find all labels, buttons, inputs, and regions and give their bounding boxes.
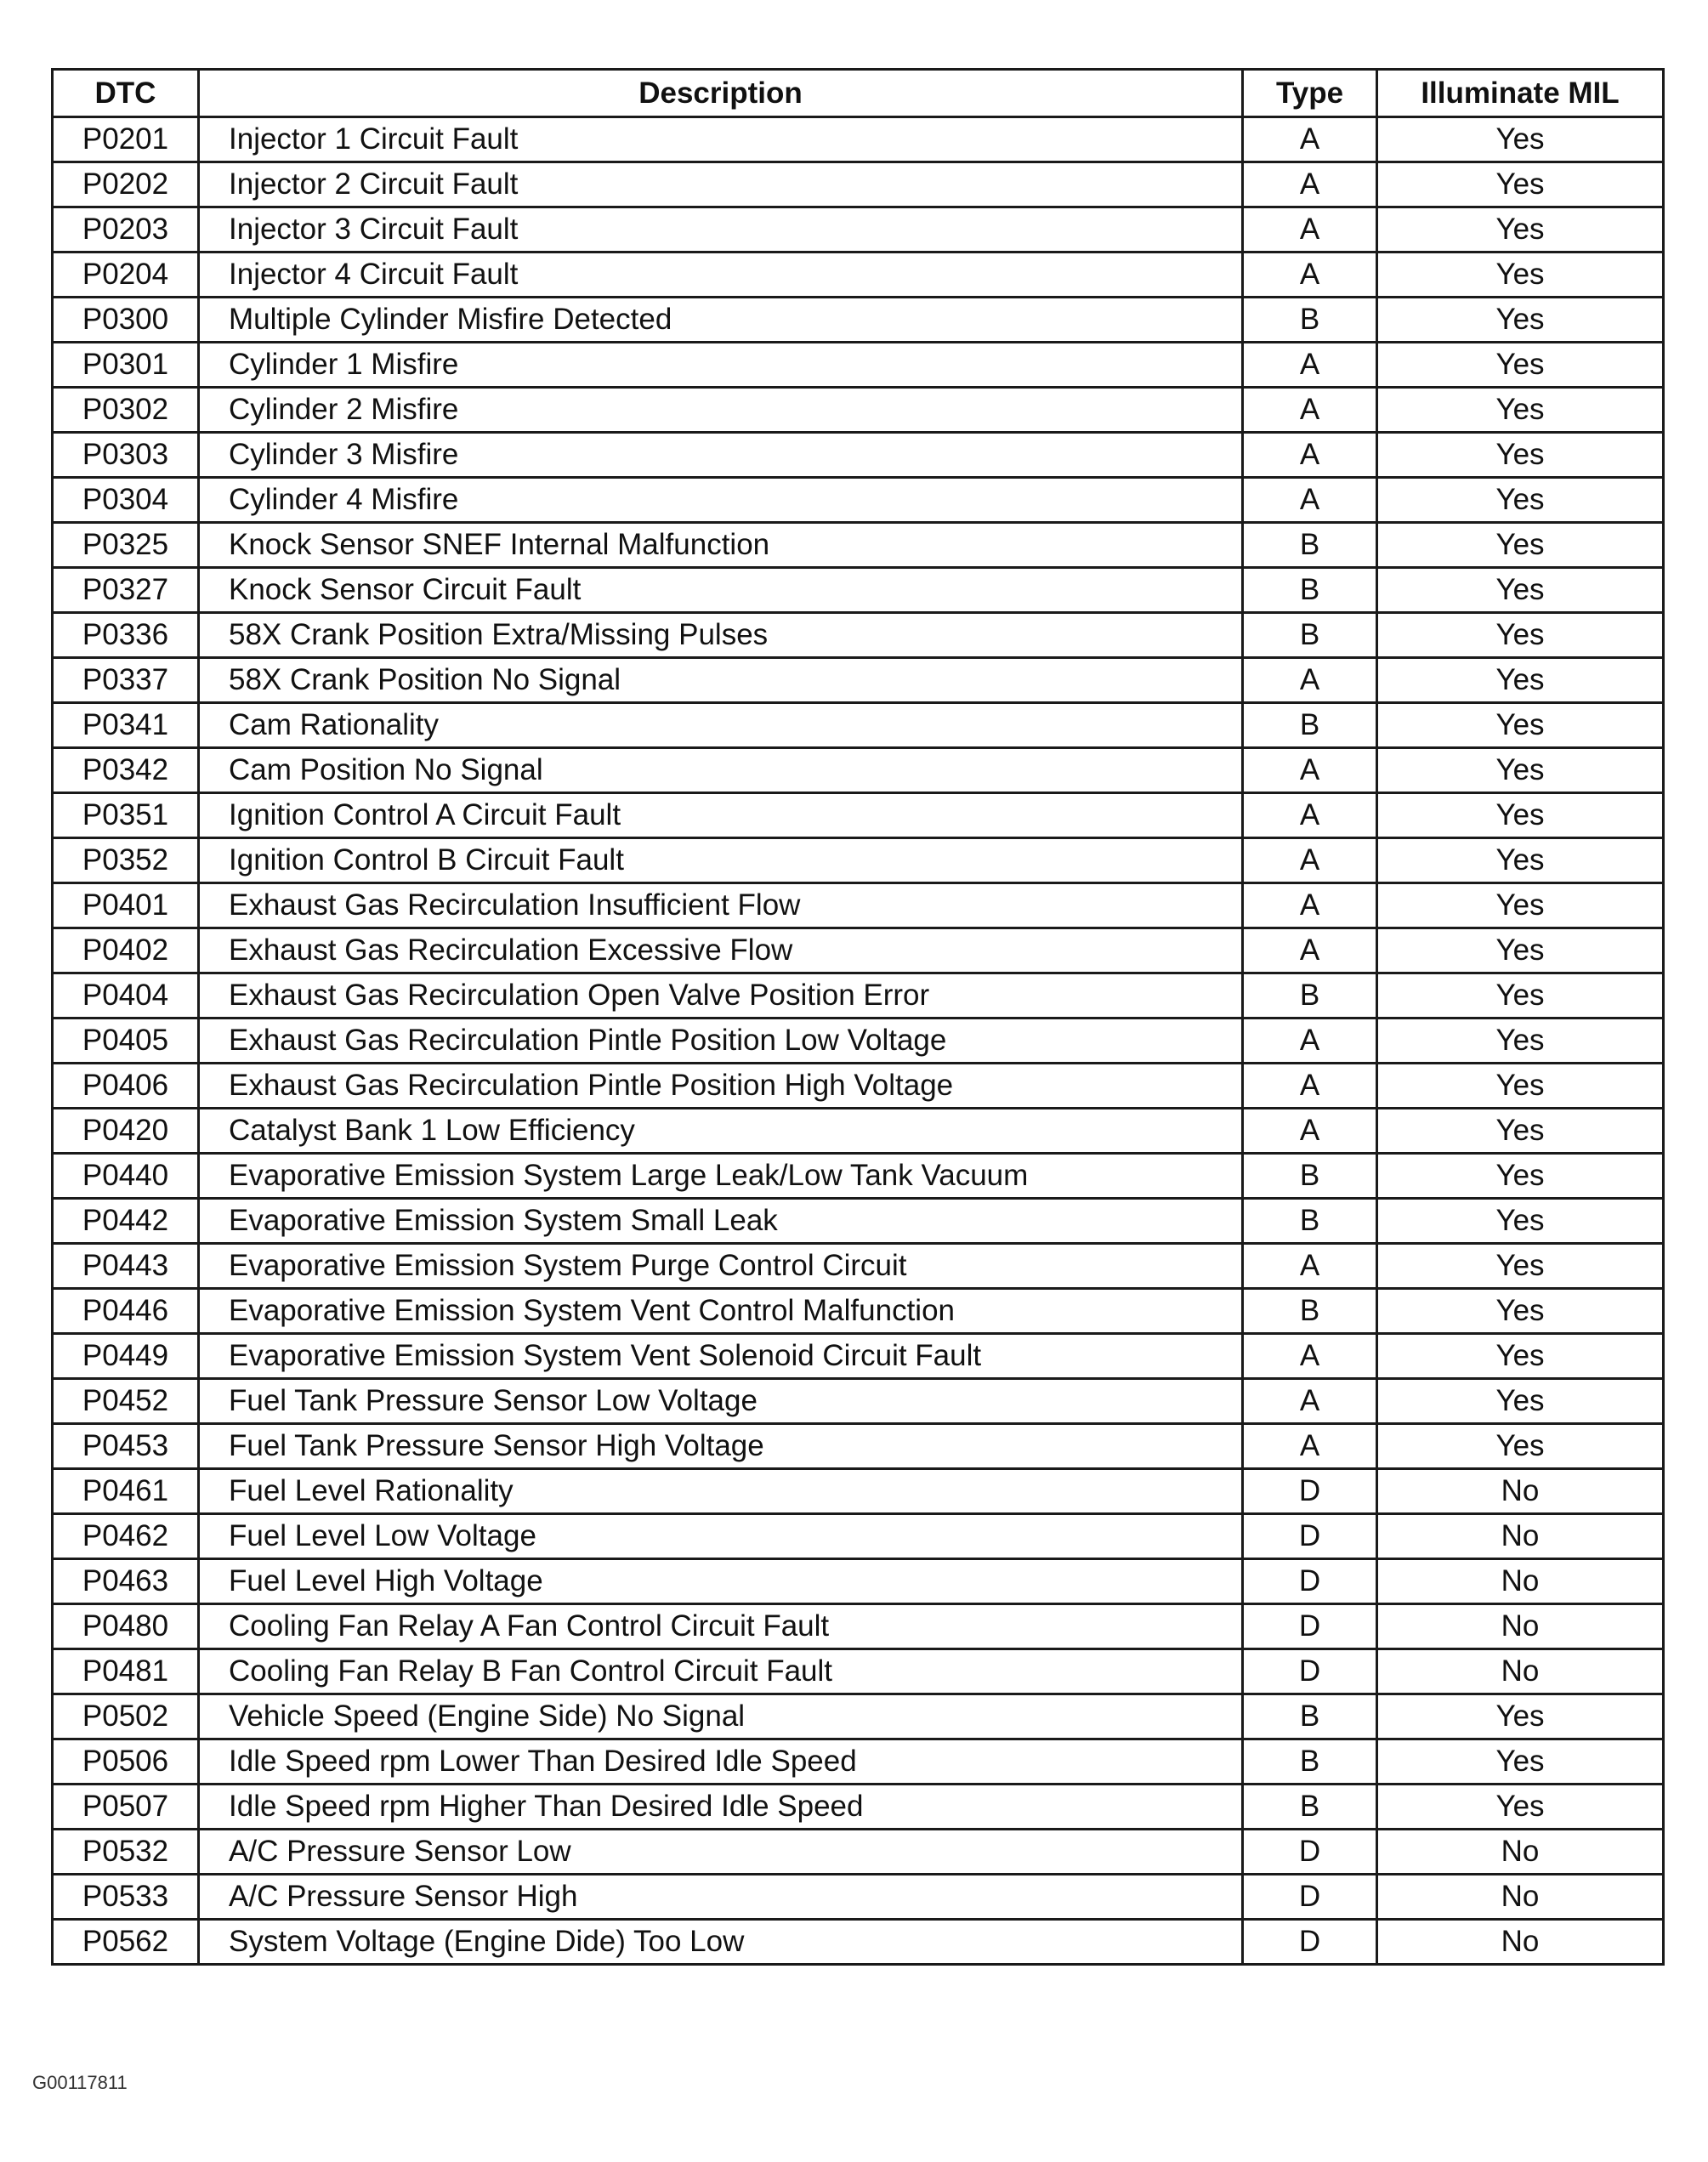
table-row <box>53 1289 1664 1334</box>
cell-type: B <box>1243 1289 1377 1334</box>
table-row <box>53 1244 1664 1289</box>
cell-illuminate-mil: Yes <box>1377 117 1664 162</box>
cell-dtc: P0449 <box>53 1334 199 1379</box>
table-row <box>53 1785 1664 1830</box>
cell-description: 58X Crank Position No Signal <box>199 658 1243 703</box>
cell-type: B <box>1243 973 1377 1019</box>
cell-description: Ignition Control A Circuit Fault <box>199 793 1243 838</box>
table-row <box>53 1199 1664 1244</box>
cell-description: System Voltage (Engine Dide) Too Low <box>199 1920 1243 1965</box>
cell-type: B <box>1243 1694 1377 1739</box>
cell-illuminate-mil: Yes <box>1377 793 1664 838</box>
cell-illuminate-mil: Yes <box>1377 478 1664 523</box>
cell-description: Injector 4 Circuit Fault <box>199 253 1243 298</box>
cell-dtc: P0453 <box>53 1424 199 1469</box>
cell-type: A <box>1243 253 1377 298</box>
table-row <box>53 1109 1664 1154</box>
cell-dtc: P0302 <box>53 388 199 433</box>
cell-dtc: P0446 <box>53 1289 199 1334</box>
cell-description: Knock Sensor Circuit Fault <box>199 568 1243 613</box>
cell-illuminate-mil: No <box>1377 1830 1664 1875</box>
cell-dtc: P0507 <box>53 1785 199 1830</box>
table-row <box>53 973 1664 1019</box>
cell-dtc: P0506 <box>53 1739 199 1785</box>
cell-illuminate-mil: Yes <box>1377 1785 1664 1830</box>
cell-illuminate-mil: Yes <box>1377 1019 1664 1064</box>
cell-type: D <box>1243 1604 1377 1649</box>
header-description: Description <box>199 70 1243 117</box>
cell-illuminate-mil: Yes <box>1377 1064 1664 1109</box>
cell-illuminate-mil: No <box>1377 1604 1664 1649</box>
table-row <box>53 928 1664 973</box>
table-row <box>53 433 1664 478</box>
cell-type: B <box>1243 1739 1377 1785</box>
cell-illuminate-mil: Yes <box>1377 1154 1664 1199</box>
header-type: Type <box>1243 70 1377 117</box>
cell-type: A <box>1243 162 1377 207</box>
table-row <box>53 568 1664 613</box>
cell-dtc: P0404 <box>53 973 199 1019</box>
table-row <box>53 838 1664 883</box>
cell-illuminate-mil: Yes <box>1377 568 1664 613</box>
table-row <box>53 793 1664 838</box>
table-row <box>53 1559 1664 1604</box>
cell-description: Fuel Tank Pressure Sensor High Voltage <box>199 1424 1243 1469</box>
cell-type: A <box>1243 1424 1377 1469</box>
cell-description: Exhaust Gas Recirculation Pintle Position High Voltage <box>199 1064 1243 1109</box>
cell-dtc: P0442 <box>53 1199 199 1244</box>
cell-type: A <box>1243 748 1377 793</box>
table-row <box>53 1875 1664 1920</box>
cell-description: A/C Pressure Sensor Low <box>199 1830 1243 1875</box>
header-dtc: DTC <box>53 70 199 117</box>
cell-type: A <box>1243 388 1377 433</box>
cell-type: B <box>1243 1154 1377 1199</box>
cell-description: Evaporative Emission System Vent Solenoid Circuit Fault <box>199 1334 1243 1379</box>
cell-dtc: P0463 <box>53 1559 199 1604</box>
table-row <box>53 1649 1664 1694</box>
cell-description: Exhaust Gas Recirculation Open Valve Position Error <box>199 973 1243 1019</box>
cell-illuminate-mil: Yes <box>1377 973 1664 1019</box>
cell-dtc: P0406 <box>53 1064 199 1109</box>
figure-id: G00117811 <box>32 2072 128 2093</box>
cell-type: A <box>1243 478 1377 523</box>
cell-dtc: P0203 <box>53 207 199 253</box>
table-row <box>53 883 1664 928</box>
cell-description: Cam Rationality <box>199 703 1243 748</box>
cell-illuminate-mil: Yes <box>1377 1244 1664 1289</box>
cell-type: A <box>1243 207 1377 253</box>
cell-illuminate-mil: Yes <box>1377 207 1664 253</box>
cell-description: Exhaust Gas Recirculation Pintle Position Low Voltage <box>199 1019 1243 1064</box>
cell-description: Vehicle Speed (Engine Side) No Signal <box>199 1694 1243 1739</box>
cell-dtc: P0443 <box>53 1244 199 1289</box>
cell-type: D <box>1243 1920 1377 1965</box>
cell-type: D <box>1243 1514 1377 1559</box>
cell-description: Multiple Cylinder Misfire Detected <box>199 298 1243 343</box>
dtc-table-container <box>51 68 1662 1966</box>
cell-dtc: P0351 <box>53 793 199 838</box>
cell-dtc: P0562 <box>53 1920 199 1965</box>
cell-illuminate-mil: Yes <box>1377 162 1664 207</box>
cell-dtc: P0304 <box>53 478 199 523</box>
table-body <box>53 117 1664 1965</box>
dtc-table <box>51 68 1665 1966</box>
cell-dtc: P0342 <box>53 748 199 793</box>
table-row <box>53 1469 1664 1514</box>
cell-type: A <box>1243 883 1377 928</box>
cell-type: A <box>1243 928 1377 973</box>
cell-dtc: P0341 <box>53 703 199 748</box>
cell-type: A <box>1243 117 1377 162</box>
cell-description: Injector 2 Circuit Fault <box>199 162 1243 207</box>
cell-dtc: P0204 <box>53 253 199 298</box>
table-row <box>53 343 1664 388</box>
cell-illuminate-mil: No <box>1377 1469 1664 1514</box>
cell-illuminate-mil: Yes <box>1377 703 1664 748</box>
cell-type: A <box>1243 1334 1377 1379</box>
table-row <box>53 1334 1664 1379</box>
cell-illuminate-mil: Yes <box>1377 748 1664 793</box>
cell-description: Fuel Level Rationality <box>199 1469 1243 1514</box>
cell-description: Fuel Level Low Voltage <box>199 1514 1243 1559</box>
cell-dtc: P0405 <box>53 1019 199 1064</box>
cell-description: Catalyst Bank 1 Low Efficiency <box>199 1109 1243 1154</box>
cell-dtc: P0461 <box>53 1469 199 1514</box>
cell-description: Evaporative Emission System Purge Control Circuit <box>199 1244 1243 1289</box>
cell-illuminate-mil: Yes <box>1377 1694 1664 1739</box>
cell-dtc: P0327 <box>53 568 199 613</box>
table-row <box>53 658 1664 703</box>
cell-dtc: P0481 <box>53 1649 199 1694</box>
table-row <box>53 1379 1664 1424</box>
cell-illuminate-mil: Yes <box>1377 433 1664 478</box>
cell-type: B <box>1243 703 1377 748</box>
header-illuminate-mil: Illuminate MIL <box>1377 70 1664 117</box>
cell-description: Cylinder 2 Misfire <box>199 388 1243 433</box>
table-row <box>53 1694 1664 1739</box>
cell-type: A <box>1243 343 1377 388</box>
cell-dtc: P0402 <box>53 928 199 973</box>
cell-description: Fuel Level High Voltage <box>199 1559 1243 1604</box>
cell-description: Cylinder 1 Misfire <box>199 343 1243 388</box>
cell-dtc: P0420 <box>53 1109 199 1154</box>
table-row <box>53 1739 1664 1785</box>
cell-illuminate-mil: Yes <box>1377 883 1664 928</box>
cell-illuminate-mil: Yes <box>1377 1199 1664 1244</box>
cell-dtc: P0201 <box>53 117 199 162</box>
cell-description: Evaporative Emission System Vent Control Malfunction <box>199 1289 1243 1334</box>
cell-illuminate-mil: No <box>1377 1514 1664 1559</box>
cell-dtc: P0480 <box>53 1604 199 1649</box>
cell-dtc: P0462 <box>53 1514 199 1559</box>
table-row <box>53 162 1664 207</box>
cell-type: B <box>1243 568 1377 613</box>
cell-description: Exhaust Gas Recirculation Insufficient Flow <box>199 883 1243 928</box>
table-row <box>53 1424 1664 1469</box>
cell-type: D <box>1243 1830 1377 1875</box>
cell-description: Evaporative Emission System Large Leak/Low Tank Vacuum <box>199 1154 1243 1199</box>
cell-type: A <box>1243 433 1377 478</box>
cell-description: Cooling Fan Relay B Fan Control Circuit Fault <box>199 1649 1243 1694</box>
cell-description: Knock Sensor SNEF Internal Malfunction <box>199 523 1243 568</box>
cell-type: D <box>1243 1649 1377 1694</box>
cell-description: Fuel Tank Pressure Sensor Low Voltage <box>199 1379 1243 1424</box>
table-row <box>53 1154 1664 1199</box>
cell-type: D <box>1243 1559 1377 1604</box>
cell-description: Cylinder 4 Misfire <box>199 478 1243 523</box>
cell-type: B <box>1243 298 1377 343</box>
cell-type: A <box>1243 1064 1377 1109</box>
cell-dtc: P0336 <box>53 613 199 658</box>
cell-type: D <box>1243 1875 1377 1920</box>
table-row <box>53 207 1664 253</box>
cell-description: A/C Pressure Sensor High <box>199 1875 1243 1920</box>
cell-illuminate-mil: Yes <box>1377 1739 1664 1785</box>
table-row <box>53 298 1664 343</box>
cell-dtc: P0202 <box>53 162 199 207</box>
cell-illuminate-mil: Yes <box>1377 1424 1664 1469</box>
cell-illuminate-mil: Yes <box>1377 1109 1664 1154</box>
cell-description: Idle Speed rpm Higher Than Desired Idle Speed <box>199 1785 1243 1830</box>
cell-dtc: P0533 <box>53 1875 199 1920</box>
table-row <box>53 1604 1664 1649</box>
cell-illuminate-mil: No <box>1377 1875 1664 1920</box>
cell-illuminate-mil: Yes <box>1377 1289 1664 1334</box>
table-row <box>53 523 1664 568</box>
cell-description: Ignition Control B Circuit Fault <box>199 838 1243 883</box>
cell-dtc: P0337 <box>53 658 199 703</box>
cell-illuminate-mil: Yes <box>1377 658 1664 703</box>
cell-description: Cam Position No Signal <box>199 748 1243 793</box>
cell-illuminate-mil: Yes <box>1377 1379 1664 1424</box>
cell-dtc: P0452 <box>53 1379 199 1424</box>
table-row <box>53 1514 1664 1559</box>
cell-type: A <box>1243 838 1377 883</box>
table-header-row <box>53 70 1664 117</box>
cell-description: Injector 3 Circuit Fault <box>199 207 1243 253</box>
cell-dtc: P0301 <box>53 343 199 388</box>
cell-type: D <box>1243 1469 1377 1514</box>
cell-illuminate-mil: Yes <box>1377 928 1664 973</box>
table-row <box>53 703 1664 748</box>
cell-illuminate-mil: No <box>1377 1920 1664 1965</box>
cell-dtc: P0300 <box>53 298 199 343</box>
cell-dtc: P0401 <box>53 883 199 928</box>
table-row <box>53 1064 1664 1109</box>
cell-dtc: P0352 <box>53 838 199 883</box>
cell-type: A <box>1243 793 1377 838</box>
cell-type: A <box>1243 658 1377 703</box>
cell-type: A <box>1243 1244 1377 1289</box>
cell-description: Injector 1 Circuit Fault <box>199 117 1243 162</box>
cell-illuminate-mil: Yes <box>1377 388 1664 433</box>
table-row <box>53 253 1664 298</box>
cell-type: B <box>1243 1785 1377 1830</box>
cell-dtc: P0440 <box>53 1154 199 1199</box>
cell-description: Evaporative Emission System Small Leak <box>199 1199 1243 1244</box>
table-row <box>53 117 1664 162</box>
cell-description: Exhaust Gas Recirculation Excessive Flow <box>199 928 1243 973</box>
cell-illuminate-mil: Yes <box>1377 838 1664 883</box>
table-row <box>53 1019 1664 1064</box>
table-row <box>53 613 1664 658</box>
table-row <box>53 1830 1664 1875</box>
cell-type: A <box>1243 1109 1377 1154</box>
cell-description: Idle Speed rpm Lower Than Desired Idle Speed <box>199 1739 1243 1785</box>
table-row <box>53 478 1664 523</box>
cell-illuminate-mil: Yes <box>1377 298 1664 343</box>
cell-type: B <box>1243 1199 1377 1244</box>
table-row <box>53 748 1664 793</box>
cell-illuminate-mil: No <box>1377 1559 1664 1604</box>
cell-description: 58X Crank Position Extra/Missing Pulses <box>199 613 1243 658</box>
table-row <box>53 1920 1664 1965</box>
cell-type: A <box>1243 1019 1377 1064</box>
cell-type: B <box>1243 613 1377 658</box>
cell-type: A <box>1243 1379 1377 1424</box>
cell-dtc: P0532 <box>53 1830 199 1875</box>
cell-illuminate-mil: Yes <box>1377 253 1664 298</box>
cell-dtc: P0502 <box>53 1694 199 1739</box>
cell-description: Cylinder 3 Misfire <box>199 433 1243 478</box>
cell-description: Cooling Fan Relay A Fan Control Circuit Fault <box>199 1604 1243 1649</box>
cell-illuminate-mil: Yes <box>1377 523 1664 568</box>
cell-illuminate-mil: Yes <box>1377 613 1664 658</box>
cell-illuminate-mil: Yes <box>1377 1334 1664 1379</box>
table-row <box>53 388 1664 433</box>
cell-illuminate-mil: Yes <box>1377 343 1664 388</box>
cell-dtc: P0325 <box>53 523 199 568</box>
cell-illuminate-mil: No <box>1377 1649 1664 1694</box>
cell-type: B <box>1243 523 1377 568</box>
cell-dtc: P0303 <box>53 433 199 478</box>
